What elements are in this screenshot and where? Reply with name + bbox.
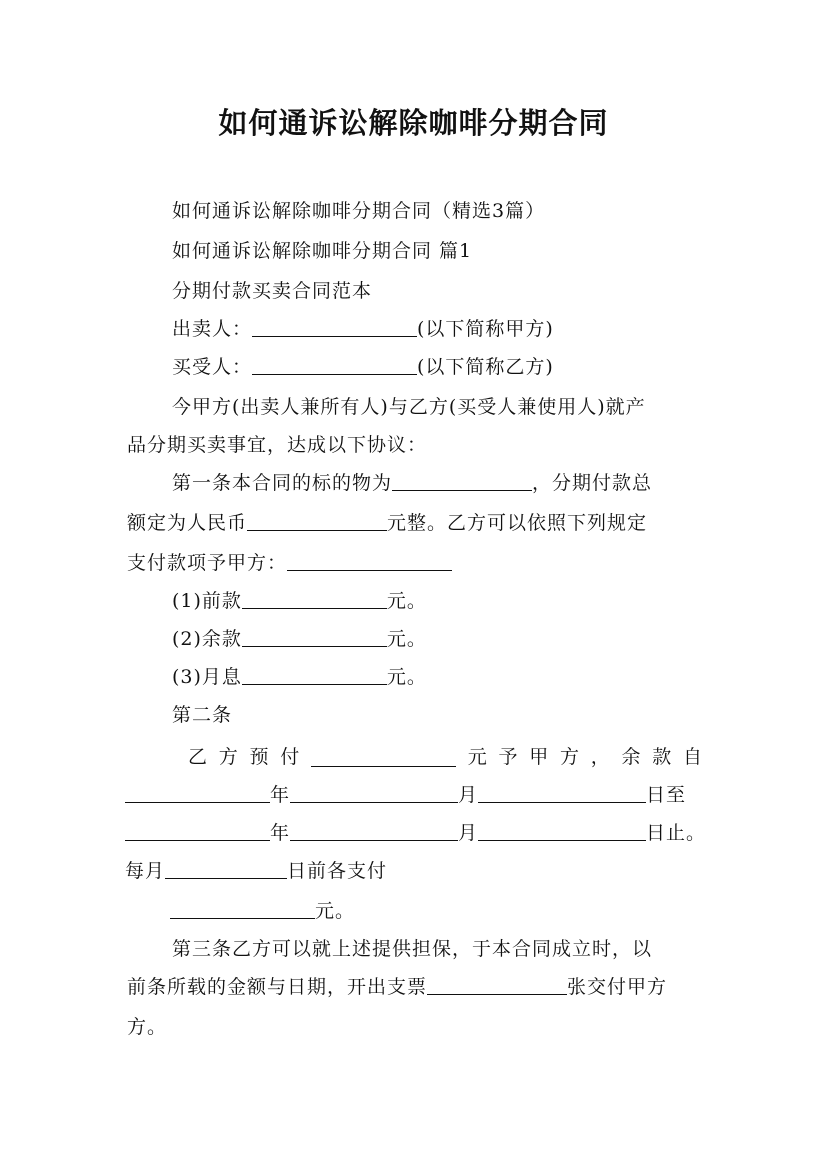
total-amount-blank [247, 512, 387, 531]
article1-text-d: 元整。乙方可以依照下列规定 [387, 512, 648, 534]
buyer-label: 买受人： [172, 356, 253, 378]
article3-line-2 [127, 972, 667, 1002]
subtitle-line: 如何通诉讼解除咖啡分期合同（精选3篇） [172, 200, 546, 222]
item2-label: (2)余款 [172, 628, 242, 650]
article2-line-2 [125, 780, 686, 810]
a2-char: 方 [559, 746, 579, 768]
day-end-label: 日止。 [646, 822, 707, 844]
start-year-blank [125, 784, 270, 803]
end-year-blank [125, 822, 270, 841]
start-day-blank [478, 784, 646, 803]
article2-line-1 [188, 742, 702, 772]
item2-blank [242, 628, 387, 647]
article2-heading: 第二条 [172, 704, 233, 726]
item1-yuan: 元。 [386, 590, 427, 612]
end-day-blank [478, 822, 646, 841]
article2-line-4 [125, 856, 387, 886]
a2-char: 甲 [529, 746, 549, 768]
seller-suffix: (以下简称甲方) [417, 318, 554, 340]
article1-text-e: 支付款项予甲方： [127, 552, 288, 574]
a2-char: 元 [467, 746, 487, 768]
article3-line-1: 第三条乙方可以就上述提供担保，于本合同成立时，以 [172, 938, 653, 960]
a2-char: 乙 [188, 746, 208, 768]
article1-text-a: 第一条本合同的标的物为 [172, 472, 393, 494]
item-down-payment [172, 586, 427, 616]
article1-line-3 [127, 548, 452, 578]
day-to-label: 日至 [646, 784, 687, 806]
item3-yuan: 元。 [386, 666, 427, 688]
buyer-line [172, 352, 554, 382]
monthly-yuan: 元。 [315, 900, 356, 922]
article1-line-1 [172, 468, 652, 498]
item-balance [172, 624, 427, 654]
seller-blank [252, 318, 417, 337]
item1-blank [242, 590, 387, 609]
a2-char: 自 [682, 746, 702, 768]
intro-line-1: 今甲方(出卖人兼所有人)与乙方(买受人兼使用人)就产 [172, 396, 646, 418]
item1-label: (1)前款 [172, 590, 242, 612]
article3-text-b: 张交付甲方 [567, 976, 668, 998]
a2-char: 预 [249, 746, 269, 768]
contract-name: 分期付款买卖合同范本 [172, 280, 373, 302]
month-label: 月 [458, 784, 479, 806]
item-monthly-interest [172, 662, 427, 692]
article2-line-5 [170, 896, 355, 926]
monthly-amount-blank [170, 900, 315, 919]
a2-char: ， [590, 746, 610, 768]
monthly-pay-label: 日前各支付 [287, 860, 388, 882]
a2-char: 予 [498, 746, 518, 768]
a2-char: 付 [280, 746, 300, 768]
intro-line-2: 品分期买卖事宜，达成以下协议： [127, 434, 428, 456]
seller-label: 出卖人： [172, 318, 253, 340]
a2-char: 款 [652, 746, 672, 768]
monthly-label: 每月 [125, 860, 166, 882]
article1-text-b: ，分期付款总 [532, 472, 653, 494]
cheque-count-blank [427, 976, 567, 995]
article3-line-3: 方。 [127, 1016, 168, 1038]
subject-blank [392, 472, 532, 491]
year-label: 年 [270, 822, 291, 844]
month-label: 月 [458, 822, 479, 844]
monthly-day-blank [165, 860, 287, 879]
item3-blank [242, 666, 387, 685]
buyer-suffix: (以下简称乙方) [417, 356, 554, 378]
article1-line-2 [127, 508, 647, 538]
start-month-blank [290, 784, 458, 803]
section-heading: 如何通诉讼解除咖啡分期合同 篇1 [172, 240, 473, 262]
end-month-blank [290, 822, 458, 841]
a2-char: 余 [621, 746, 641, 768]
item2-yuan: 元。 [386, 628, 427, 650]
a2-char: 方 [218, 746, 238, 768]
prepay-blank [311, 748, 456, 767]
article2-line-3 [125, 818, 706, 848]
year-label: 年 [270, 784, 291, 806]
buyer-blank [252, 356, 417, 375]
item3-label: (3)月息 [172, 666, 242, 688]
document-title: 如何通诉讼解除咖啡分期合同 [218, 106, 609, 140]
article1-text-c: 额定为人民币 [127, 512, 248, 534]
article3-text-a: 前条所载的金额与日期，开出支票 [127, 976, 428, 998]
payment-blank [287, 552, 452, 571]
seller-line [172, 314, 554, 344]
